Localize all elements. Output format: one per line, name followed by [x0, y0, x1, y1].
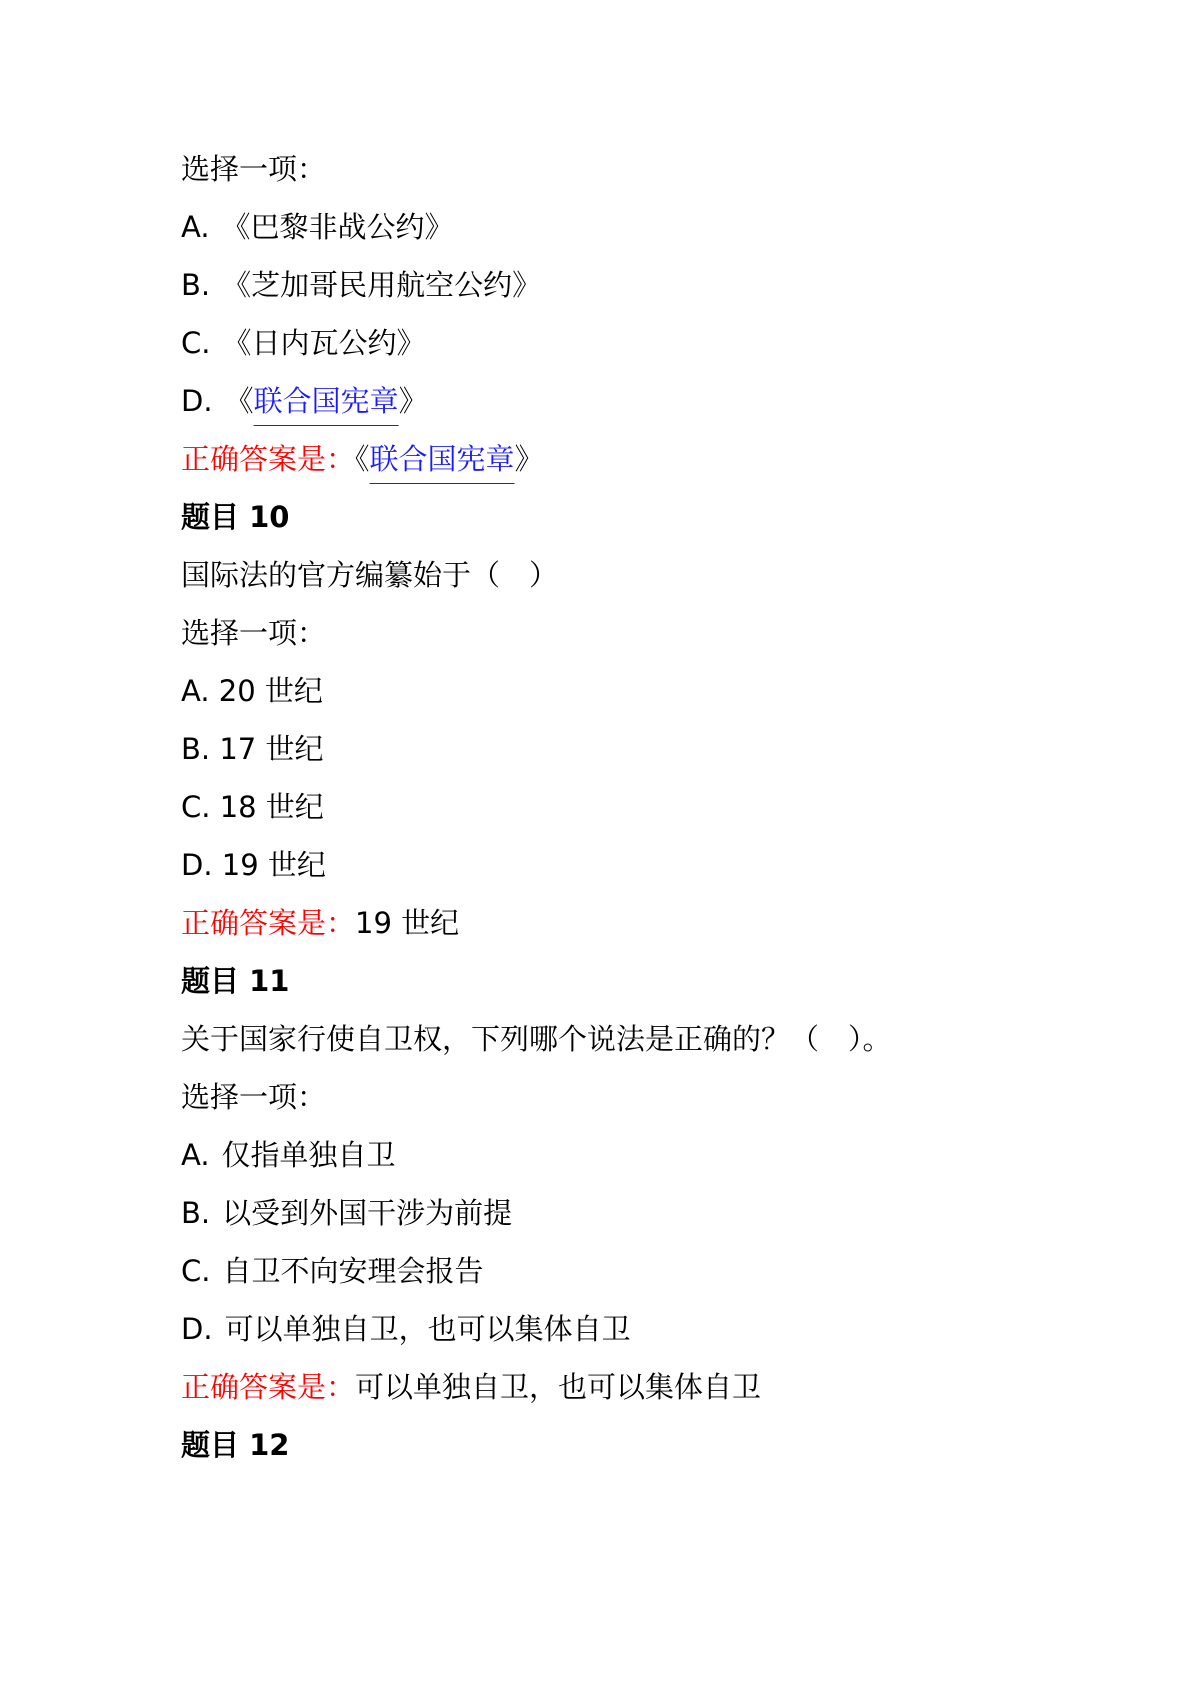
option-letter: C.: [181, 790, 211, 824]
option-text: 《巴黎非战公约》: [221, 210, 454, 244]
q10-option-d[interactable]: [181, 836, 1141, 894]
q11-answer: [181, 1358, 1141, 1416]
q9-option-c[interactable]: [181, 314, 1141, 372]
option-letter: B.: [181, 1196, 211, 1230]
option-letter: D.: [181, 1312, 213, 1346]
option-text: 仅指单独自卫: [221, 1138, 396, 1172]
q11-option-c[interactable]: [181, 1242, 1141, 1300]
option-text: 可以单独自卫，也可以集体自卫: [224, 1312, 631, 1346]
option-text-open: 《: [224, 384, 254, 418]
answer-label: 正确答案是：: [181, 906, 356, 940]
option-letter: B.: [181, 268, 211, 302]
answer-charter-link[interactable]: 联合国宪章: [369, 442, 515, 476]
document-page: [181, 140, 1141, 1474]
q9-option-a[interactable]: [181, 198, 1141, 256]
option-text: 《芝加哥民用航空公约》: [222, 268, 542, 302]
q11-option-b[interactable]: [181, 1184, 1141, 1242]
option-text: 19 世纪: [221, 848, 326, 882]
q10-question: 国际法的官方编纂始于（ ）: [181, 558, 559, 592]
q9-prompt: 选择一项：: [181, 152, 327, 186]
q10-option-a[interactable]: [181, 662, 1141, 720]
answer-open: 《: [355, 442, 370, 476]
option-text: 自卫不向安理会报告: [222, 1254, 484, 1288]
option-text: 20 世纪: [218, 674, 323, 708]
q9-answer: [181, 430, 1141, 488]
option-letter: B.: [181, 732, 211, 766]
q10-option-c[interactable]: [181, 778, 1141, 836]
charter-link[interactable]: 联合国宪章: [253, 384, 399, 418]
option-text: 以受到外国干涉为前提: [222, 1196, 513, 1230]
q10-option-b[interactable]: [181, 720, 1141, 778]
option-letter: A.: [181, 210, 210, 244]
option-letter: A.: [181, 674, 210, 708]
answer-text: 19 世纪: [355, 906, 460, 940]
q10-heading: 题目 10: [181, 500, 290, 534]
q10-answer: [181, 894, 1141, 952]
answer-label: 正确答案是：: [181, 442, 356, 476]
q9-option-b[interactable]: [181, 256, 1141, 314]
option-text-close: 》: [398, 384, 428, 418]
q10-prompt: 选择一项：: [181, 616, 327, 650]
option-letter: D.: [181, 848, 213, 882]
option-text: 17 世纪: [219, 732, 324, 766]
q9-option-d[interactable]: [181, 372, 1141, 430]
answer-label: 正确答案是：: [181, 1370, 356, 1404]
q11-heading: 题目 11: [181, 964, 290, 998]
option-letter: C.: [181, 326, 211, 360]
option-letter: D.: [181, 384, 213, 418]
q11-question: 关于国家行使自卫权，下列哪个说法是正确的？（ ）。: [181, 1022, 892, 1056]
q11-option-a[interactable]: [181, 1126, 1141, 1184]
option-text: 18 世纪: [219, 790, 324, 824]
option-letter: C.: [181, 1254, 211, 1288]
answer-close: 》: [514, 442, 544, 476]
q11-prompt: 选择一项：: [181, 1080, 327, 1114]
option-text: 《日内瓦公约》: [222, 326, 426, 360]
option-letter: A.: [181, 1138, 210, 1172]
q12-heading: 题目 12: [181, 1428, 290, 1462]
answer-text: 可以单独自卫，也可以集体自卫: [355, 1370, 762, 1404]
q11-option-d[interactable]: [181, 1300, 1141, 1358]
